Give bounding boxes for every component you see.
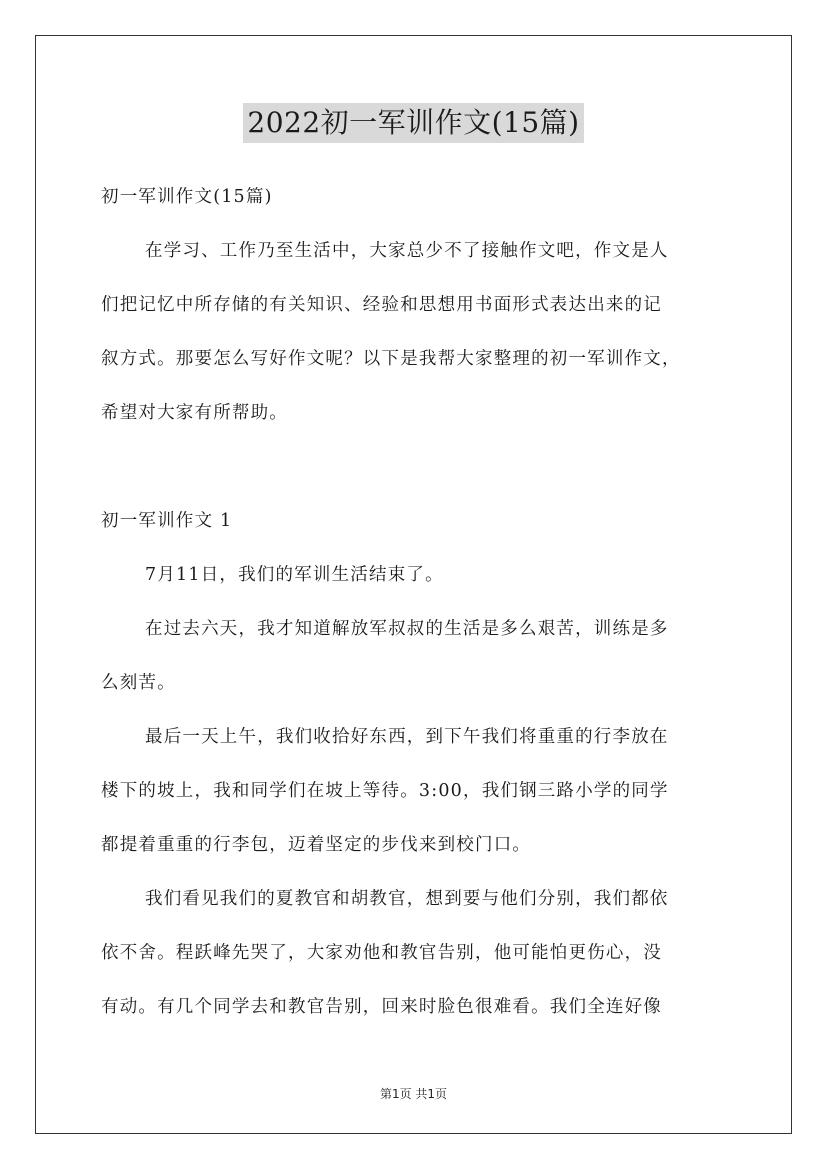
page-number-label: 第1页 共1页 bbox=[379, 1087, 448, 1101]
body-paragraph-line: 依不舍。程跃峰先哭了，大家劝他和教官告别，他可能怕更伤心，没 bbox=[101, 943, 662, 963]
document-body bbox=[101, 170, 729, 1034]
page-footer bbox=[0, 1085, 827, 1102]
paragraph-spacer bbox=[101, 440, 729, 494]
intro-paragraph-line: 希望对大家有所帮助。 bbox=[101, 403, 288, 423]
body-paragraph-line: 有动。有几个同学去和教官告别，回来时脸色很难看。我们全连好像 bbox=[101, 997, 662, 1017]
body-paragraph-line: 7月11日，我们的军训生活结束了。 bbox=[145, 565, 444, 585]
body-paragraph-line: 在过去六天，我才知道解放军叔叔的生活是多么艰苦，训练是多 bbox=[145, 619, 669, 639]
subtitle: 初一军训作文(15篇) bbox=[101, 187, 273, 207]
body-paragraph-line: 都提着重重的行李包，迈着坚定的步伐来到校门口。 bbox=[101, 835, 532, 855]
section-heading: 初一军训作文 1 bbox=[101, 511, 233, 531]
document-title-text: 2022初一军训作文(15篇) bbox=[243, 103, 583, 143]
body-paragraph-line: 最后一天上午，我们收拾好东西，到下午我们将重重的行李放在 bbox=[145, 727, 669, 747]
body-paragraph-line: 么刻苦。 bbox=[101, 673, 176, 693]
intro-paragraph-line: 叙方式。那要怎么写好作文呢？以下是我帮大家整理的初一军训作文， bbox=[101, 349, 681, 369]
intro-paragraph-line: 们把记忆中所存储的有关知识、经验和思想用书面形式表达出来的记 bbox=[101, 295, 662, 315]
document-title bbox=[0, 102, 827, 143]
intro-paragraph-line: 在学习、工作乃至生活中，大家总少不了接触作文吧，作文是人 bbox=[145, 241, 669, 261]
body-paragraph-line: 楼下的坡上，我和同学们在坡上等待。3:00，我们钢三路小学的同学 bbox=[101, 781, 669, 801]
body-paragraph-line: 我们看见我们的夏教官和胡教官，想到要与他们分别，我们都依 bbox=[145, 889, 669, 909]
